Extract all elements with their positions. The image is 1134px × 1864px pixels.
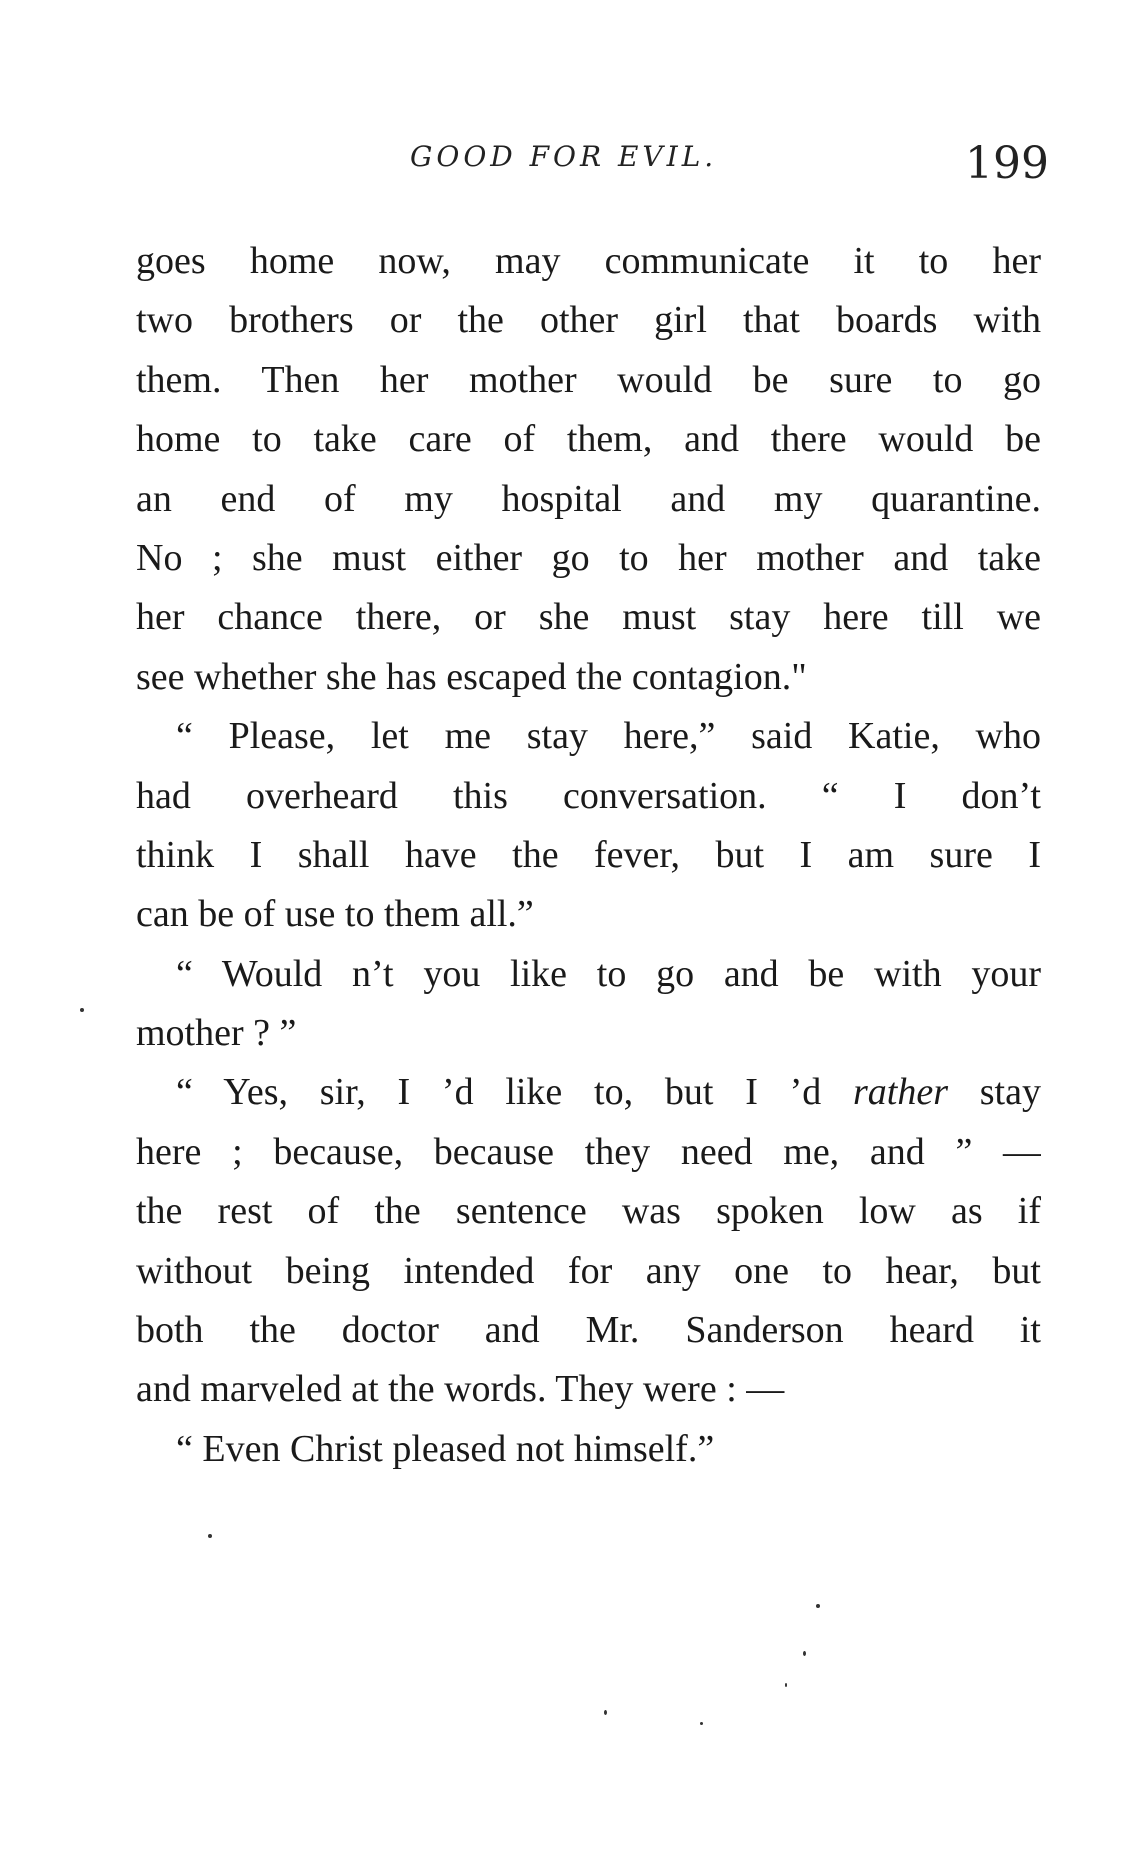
text-line: the rest of the sentence was spoken low as if: [136, 1190, 1041, 1233]
scan-speck: [604, 1710, 607, 1715]
text-line: No ; she must either go to her mother and take: [136, 536, 1041, 579]
text-line: both the doctor and Mr. Sanderson heard it: [136, 1309, 1041, 1352]
running-title: GOOD FOR EVIL.: [410, 140, 718, 173]
text-line: “ Even Christ pleased not himself.”: [176, 1427, 715, 1470]
text-line: without being intended for any one to hear, but: [136, 1249, 1041, 1292]
scan-speck: [208, 1534, 212, 1538]
text-line: an end of my hospital and my quarantine.: [136, 477, 1041, 520]
scan-speck: [700, 1722, 703, 1725]
text-line: them. Then her mother would be sure to go: [136, 358, 1041, 401]
text-line: think I shall have the fever, but I am sure I: [136, 833, 1041, 876]
scan-speck: [803, 1651, 806, 1656]
emphasis-word: rather: [853, 1071, 949, 1114]
text-line: home to take care of them, and there would be: [136, 418, 1041, 461]
text-segment: stay: [948, 1071, 1041, 1114]
text-line: “ Would n’t you like to go and be with your: [176, 952, 1041, 995]
text-line: “ Please, let me stay here,” said Katie, who: [176, 715, 1041, 758]
body-text: [136, 232, 1041, 1479]
text-line: her chance there, or she must stay here till we: [136, 596, 1041, 639]
text-line: two brothers or the other girl that boards with: [136, 299, 1041, 342]
text-line: see whether she has escaped the contagion.": [136, 655, 807, 698]
scan-speck: [785, 1683, 787, 1687]
page-number: 199: [965, 138, 1049, 189]
text-line: mother ? ”: [136, 1012, 297, 1055]
text-line: goes home now, may communicate it to her: [136, 240, 1041, 282]
text-segment: “ Yes, sir, I ’d like to, but I ’d: [176, 1071, 854, 1114]
text-line: and marveled at the words. They were : —: [136, 1368, 785, 1411]
text-line: here ; because, because they need me, and ” —: [136, 1130, 1041, 1173]
text-line: can be of use to them all.”: [136, 893, 534, 936]
scan-speck: [816, 1604, 820, 1608]
text-line: had overheard this conversation. “ I don’t: [136, 774, 1041, 817]
scan-speck: [80, 1008, 84, 1012]
text-line: [136, 1063, 1041, 1122]
